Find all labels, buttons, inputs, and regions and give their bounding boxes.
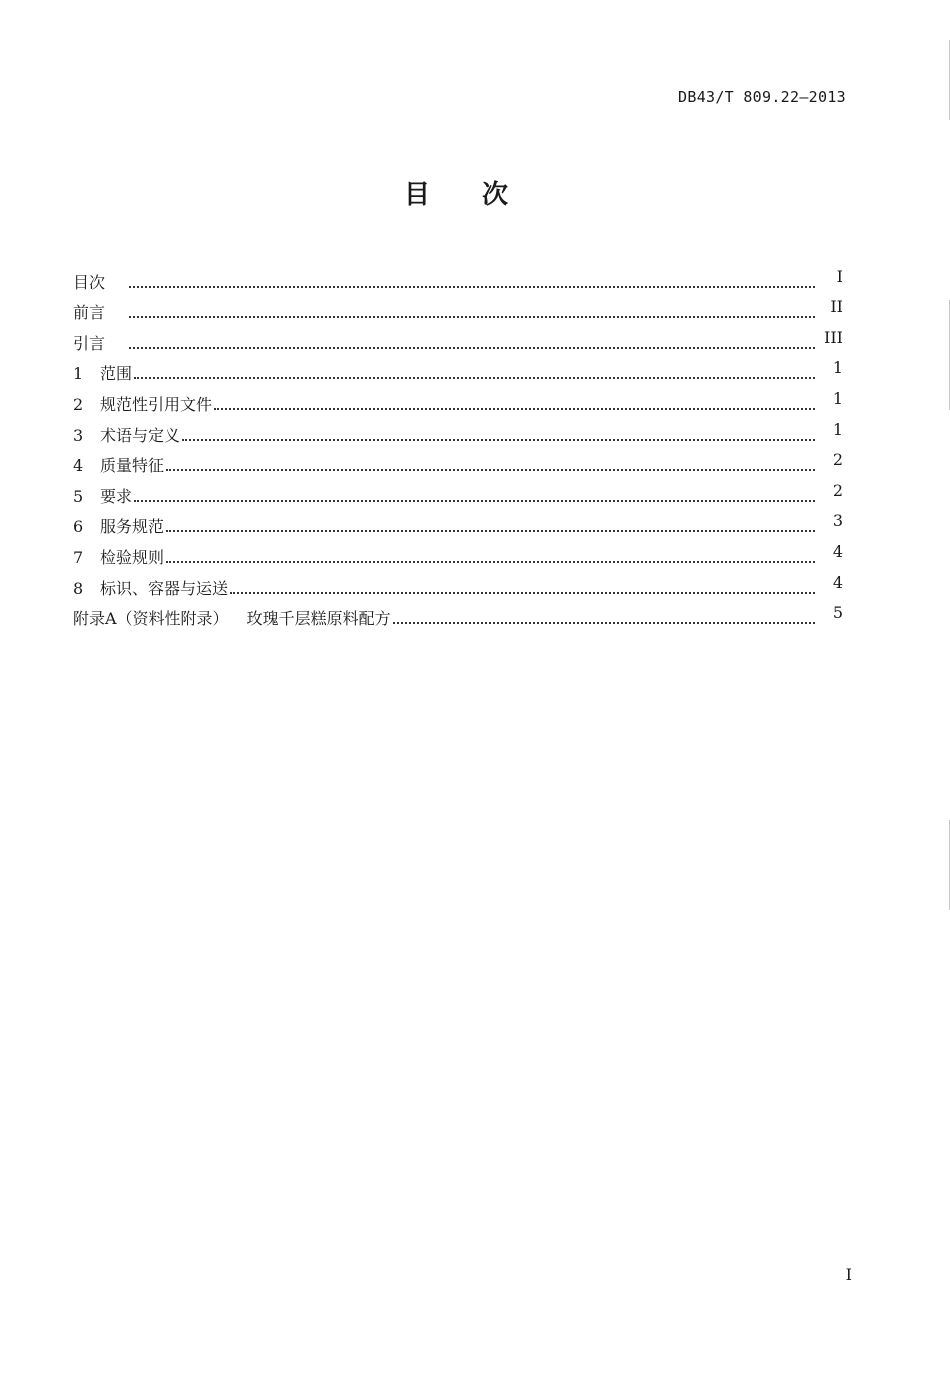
- document-code: DB43/T 809.22—2013: [678, 88, 846, 106]
- toc-entry[interactable]: [73, 385, 843, 416]
- toc-leader-dots: [230, 592, 815, 594]
- toc-entry-label: 目次: [73, 272, 106, 292]
- toc-list: [73, 263, 843, 630]
- toc-entry[interactable]: [73, 447, 843, 478]
- toc-leader-dots: [134, 377, 815, 379]
- toc-entry[interactable]: [73, 569, 843, 600]
- toc-entry-page: 4: [832, 541, 843, 561]
- toc-entry-page: 1: [832, 419, 843, 439]
- toc-leader-dots: [166, 530, 815, 532]
- toc-entry-number: 5: [73, 486, 84, 506]
- toc-entry[interactable]: [73, 416, 843, 447]
- toc-entry-page: 1: [832, 388, 843, 408]
- toc-annex-prefix: 附录A（资料性附录）: [73, 609, 229, 629]
- toc-annex-label: 玫瑰千层糕原料配方: [246, 609, 391, 629]
- toc-entry-number: 7: [73, 547, 84, 567]
- toc-entry-label: 前言: [73, 303, 106, 323]
- toc-leader-dots: [214, 408, 815, 410]
- page-number: I: [845, 1265, 852, 1284]
- toc-leader-dots: [129, 286, 815, 288]
- toc-entry-annex[interactable]: [73, 600, 843, 631]
- toc-leader-dots: [166, 561, 815, 563]
- toc-entry-page: I: [836, 266, 843, 286]
- toc-entry-number: 1: [73, 364, 84, 384]
- toc-leader-dots: [129, 347, 815, 349]
- toc-entry-page: 2: [832, 480, 843, 500]
- toc-entry-label: 服务规范: [100, 517, 165, 537]
- toc-leader-dots: [134, 500, 815, 502]
- toc-entry[interactable]: [73, 263, 843, 294]
- toc-entry-label: 标识、容器与运送: [100, 578, 229, 598]
- toc-entry-label: 规范性引用文件: [100, 394, 213, 414]
- toc-entry-page: 4: [832, 572, 843, 592]
- toc-entry-number: 3: [73, 425, 84, 445]
- toc-leader-dots: [129, 316, 815, 318]
- toc-entry-label: 质量特征: [100, 456, 165, 476]
- page-title: 目 次: [403, 180, 508, 210]
- toc-entry[interactable]: [73, 324, 843, 355]
- toc-entry-page: 2: [832, 450, 843, 470]
- toc-entry-page: 1: [832, 358, 843, 378]
- toc-entry-label: 检验规则: [100, 547, 165, 567]
- toc-entry-page: 5: [832, 603, 843, 623]
- toc-entry-page: II: [830, 297, 843, 317]
- toc-entry-number: 6: [73, 517, 84, 537]
- toc-entry-number: 4: [73, 456, 84, 476]
- toc-entry-label: 范围: [100, 364, 133, 384]
- toc-entry-page: 3: [832, 511, 843, 531]
- toc-leader-dots: [182, 439, 815, 441]
- toc-entry[interactable]: [73, 538, 843, 569]
- toc-entry-page: III: [824, 327, 843, 347]
- toc-entry[interactable]: [73, 294, 843, 325]
- toc-entry[interactable]: [73, 508, 843, 539]
- toc-entry[interactable]: [73, 477, 843, 508]
- toc-entry-label: 引言: [73, 333, 106, 353]
- toc-leader-dots: [166, 469, 815, 471]
- toc-entry-number: 8: [73, 578, 84, 598]
- toc-entry-label: 要求: [100, 486, 133, 506]
- toc-entry-number: 2: [73, 394, 84, 414]
- toc-entry-label: 术语与定义: [100, 425, 181, 445]
- toc-entry[interactable]: [73, 355, 843, 386]
- toc-leader-dots: [393, 622, 815, 624]
